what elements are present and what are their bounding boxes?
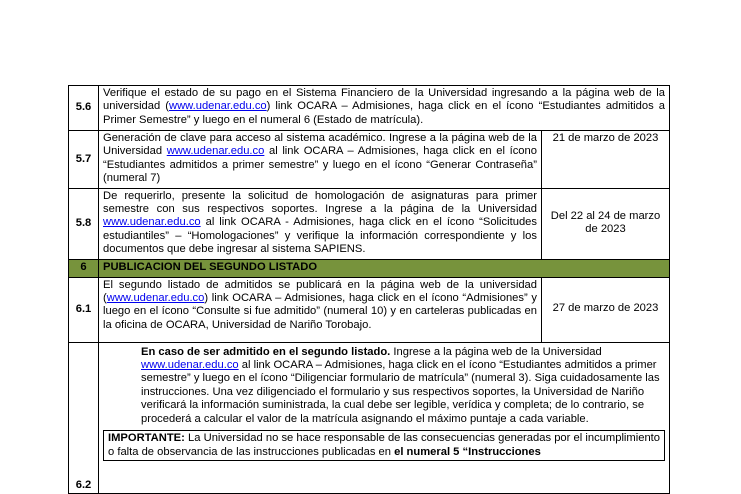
row-description <box>99 188 542 259</box>
table-row <box>69 277 670 342</box>
description-text: De requerirlo, presente la solicitud de homologación de asignaturas para primer semestre con sus respectivos soportes. Ingrese a la página de la Universidad <box>103 189 537 216</box>
row-description <box>99 277 542 342</box>
section-header-row <box>69 259 670 277</box>
row-number: 6.1 <box>69 277 99 342</box>
description-text: Verifique el estado de su pago en el Sistema Financiero de la Universidad ingresando a la página web de la universidad ( <box>103 87 665 113</box>
description-text: al link OCARA - Admisiones, haga click en el ícono “Solicitudes estudiantiles” – “Homologaciones” y verifique la información correspondiente y los documentos que debe ingresar al sistema SAPIENS. <box>103 216 537 256</box>
description-text: al link OCARA – Admisiones, haga click en el ícono “Estudiantes admitidos a primer semestre” y luego en el ícono “Generar Contraseña” (numeral 7) <box>103 145 537 185</box>
description-text: al link OCARA – Admisiones, haga click en el ícono “Estudiantes admitidos a primer semestre” y luego en el ícono “Diligenciar formulario de matrícula” (numeral 3). Siga cuidadosamente las instrucciones. Una vez diligenciado el formulario y sus respectivos soportes, la Universidad de Nariño verificará la información suministrada, la cual debe ser legible, verídica y completa; de lo contrario, se procederá a calcular el valor de la matrícula asignando el máximo puntaje a cada variable. <box>141 359 660 425</box>
description-text: El segundo listado de admitidos se publicará en la página web de la universidad ( <box>103 278 537 305</box>
description-text: Ingrese a la página web de la Universidad <box>390 345 602 358</box>
bold-lead: En caso de ser admitido en el segundo listado. <box>141 345 391 358</box>
row-number: 5.6 <box>69 86 99 131</box>
section-number: 6 <box>69 259 99 277</box>
important-text: La Universidad no se hace responsable de las consecuencias generadas por el incumplimiento o falta de observancia de las instrucciones publicadas en <box>108 432 660 458</box>
udenar-link[interactable]: www.udenar.edu.co <box>103 216 201 229</box>
description-text: Generación de clave para acceso al sistema académico. Ingrese a la página web de la Universidad <box>103 132 537 158</box>
udenar-link[interactable]: www.udenar.edu.co <box>141 359 239 372</box>
row-date: 27 de marzo de 2023 <box>541 277 669 342</box>
table-row <box>69 342 670 493</box>
description-text: ) link OCARA – Admisiones, haga click en el ícono “Estudiantes admitidos a Primer Semestre” y luego en el numeral 6 (Estado de matrícula). <box>103 100 665 126</box>
row-date: Del 22 al 24 de marzo de 2023 <box>541 188 669 259</box>
row-number: 5.7 <box>69 131 99 189</box>
admission-instructions <box>103 346 665 426</box>
table-row <box>69 86 670 131</box>
section-title: PUBLICACION DEL SEGUNDO LISTADO <box>99 259 670 277</box>
row-description <box>99 131 542 189</box>
row-number: 6.2 <box>69 342 99 493</box>
udenar-link[interactable]: www.udenar.edu.co <box>169 100 267 113</box>
description-text: ) link OCARA – Admisiones, haga click en el ícono “Admisiones” y luego en el ícono “Consulte si fue admitido” (numeral 10) y en carteleras publicadas en la oficina de OCARA, Universidad de Nariño Torobajo. <box>103 292 537 331</box>
udenar-link[interactable]: www.udenar.edu.co <box>106 292 205 305</box>
row-description <box>99 342 670 493</box>
row-date: 21 de marzo de 2023 <box>541 131 669 189</box>
row-number: 5.8 <box>69 188 99 259</box>
row-description <box>99 86 670 131</box>
important-bold-text: el numeral 5 “Instrucciones <box>394 445 541 458</box>
important-notice-box <box>103 430 665 461</box>
udenar-link[interactable]: www.udenar.edu.co <box>166 145 265 158</box>
table-row <box>69 188 670 259</box>
important-label: IMPORTANTE: <box>108 432 185 445</box>
table-row <box>69 131 670 189</box>
schedule-table <box>68 85 670 494</box>
